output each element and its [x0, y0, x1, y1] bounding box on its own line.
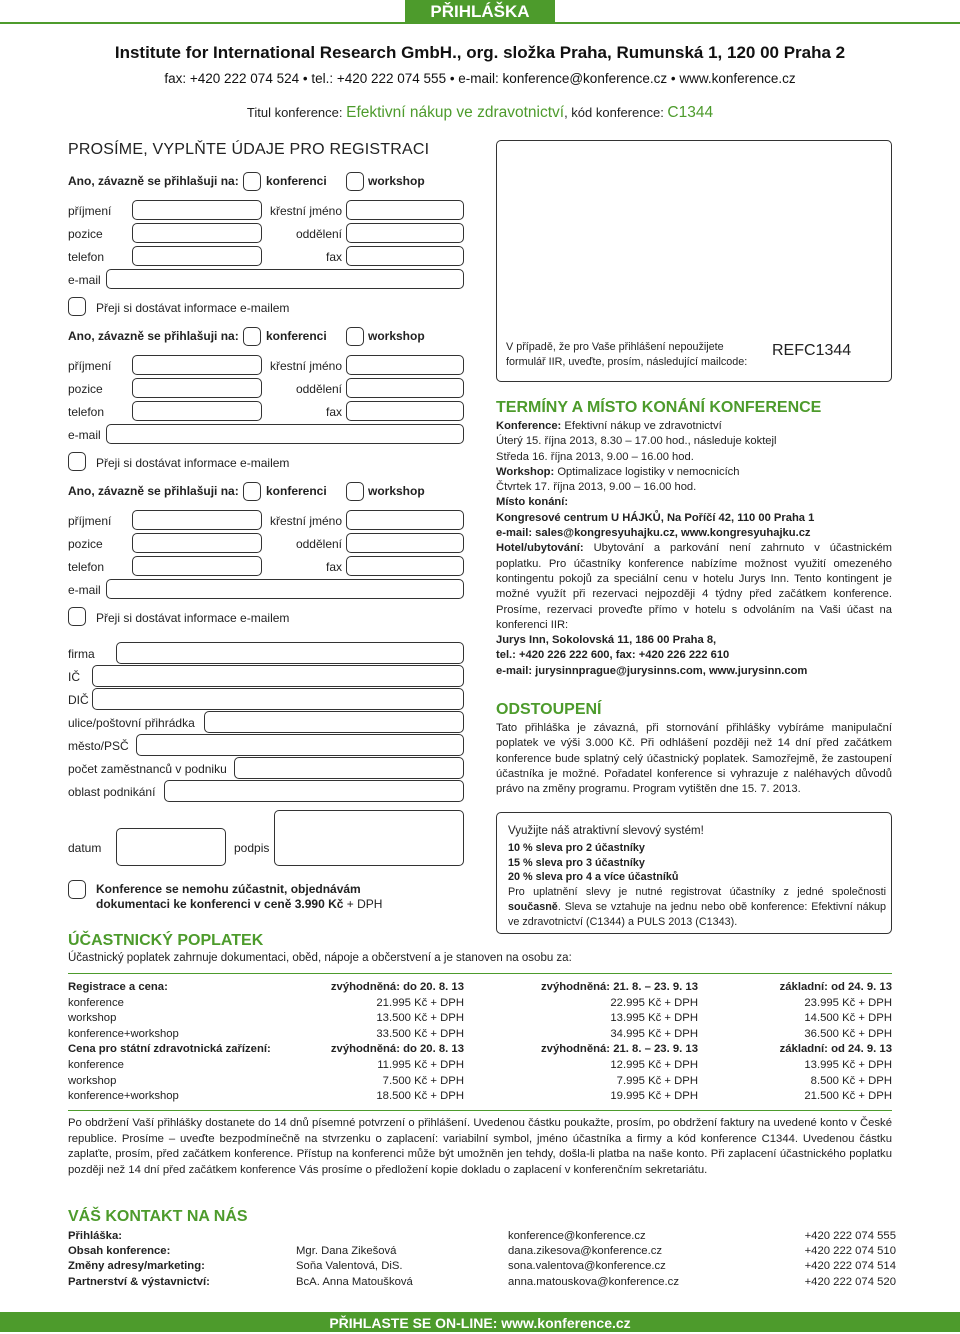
p1-position-label: pozice: [68, 227, 103, 241]
p2-email-input[interactable]: [106, 424, 464, 444]
discount-3: 20 % sleva pro 4 a více účastníků: [508, 871, 679, 884]
contact-line: fax: +420 222 074 524 • tel.: +420 222 074 555 • e-mail: konference@konference.cz • www.konference.cz: [164, 71, 796, 86]
p1-phone-input[interactable]: [132, 246, 262, 266]
terms-ws-label: Workshop:: [496, 465, 555, 478]
venue-line2: e-mail: sales@kongresyuhajku.cz, www.kongresyuhajku.cz: [496, 527, 811, 540]
fee-cell: 13.500 Kč + DPH: [376, 1012, 464, 1025]
mailcode-text-1: V případě, že pro Vaše přihlášení nepoužijete: [506, 341, 724, 353]
p1-email-label: e-mail: [68, 273, 101, 287]
p3-newsletter-label: Přeji si dostávat informace e-mailem: [96, 611, 290, 625]
p2-workshop-checkbox[interactable]: [346, 327, 364, 346]
fee-header-cell: zvýhodněná: 21. 8. – 23. 9. 13: [541, 981, 698, 993]
fee-cell: 34.995 Kč + DPH: [610, 1027, 698, 1040]
discount-text-c: . Sleva se vztahuje na jednu nebo obě konference: Efektivní nákup ve zdravotnictví (C1344) a PULS 2013 (C1343).: [508, 900, 886, 928]
p1-fax-input[interactable]: [346, 246, 464, 266]
cant-attend-line1: Konference se nemohu zúčastnit, objednávám: [96, 882, 361, 896]
p2-workshop-label: workshop: [368, 329, 425, 343]
fee-intro: Účastnický poplatek zahrnuje dokumentaci, oběd, nápoje a občerstvení a je stanoven na osobu za:: [68, 952, 572, 964]
fee-header-cell: Cena pro státní zdravotnická zařízení:: [68, 1043, 271, 1056]
hotel-line2: tel.: +420 226 222 600, fax: +420 226 222 610: [496, 649, 730, 662]
form-title-tab: PŘIHLÁŠKA: [405, 0, 555, 24]
p1-workshop-checkbox[interactable]: [346, 172, 364, 191]
fee-cell: konference+workshop: [68, 1090, 179, 1103]
fee-cell: 21.995 Kč + DPH: [376, 996, 464, 1009]
fee-cell: 33.500 Kč + DPH: [376, 1027, 464, 1040]
p1-phone-label: telefon: [68, 250, 105, 264]
p2-conference-label: konferenci: [266, 329, 327, 343]
terms-ws-value: Optimalizace logistiky v nemocnicích: [554, 465, 740, 478]
discount-text-a: Pro uplatnění slevy je nutné registrovat účastníky z jedné společnosti: [508, 886, 886, 899]
contact-person: BcA. Anna Matoušková: [296, 1275, 413, 1288]
city-label: město/PSČ: [68, 739, 129, 753]
fee-cell: 22.995 Kč + DPH: [610, 996, 698, 1009]
p1-email-input[interactable]: [106, 269, 464, 289]
hotel-line3: e-mail: jurysinnprague@jurysinns.com, www.jurysinn.com: [496, 664, 808, 677]
p2-newsletter-checkbox[interactable]: [68, 452, 86, 471]
contact-email[interactable]: dana.zikesova@konference.cz: [508, 1245, 663, 1258]
fee-cell: konference: [68, 1059, 124, 1071]
p3-newsletter-checkbox[interactable]: [68, 607, 86, 626]
registration-heading: PROSÍME, VYPLŇTE ÚDAJE PRO REGISTRACI: [68, 141, 430, 158]
p3-surname-label: příjmení: [68, 514, 112, 528]
employees-input[interactable]: [234, 757, 464, 779]
p1-department-label: oddělení: [295, 227, 342, 241]
contact-heading: VÁŠ KONTAKT NA NÁS: [68, 1208, 248, 1225]
p3-phone-input[interactable]: [132, 556, 262, 576]
cant-attend-vat: + DPH: [343, 897, 383, 911]
p3-conference-label: konferenci: [266, 484, 327, 498]
fee-cell: konference+workshop: [68, 1027, 179, 1040]
fee-rule-bottom: [68, 1110, 892, 1111]
contact-role: Partnerství & výstavnictví:: [68, 1275, 210, 1288]
conference-title-line: [0, 104, 960, 122]
fee-cell: 19.995 Kč + DPH: [610, 1090, 698, 1103]
street-input[interactable]: [204, 711, 464, 733]
p2-surname-label: příjmení: [68, 359, 112, 373]
p3-department-input[interactable]: [346, 533, 464, 553]
p2-surname-input[interactable]: [132, 355, 262, 375]
hotel-label: Hotel/ubytování:: [496, 542, 584, 555]
contact-phone: +420 222 074 514: [804, 1260, 896, 1273]
p3-fax-input[interactable]: [346, 556, 464, 576]
p2-newsletter-label: Přeji si dostávat informace e-mailem: [96, 456, 290, 470]
p1-firstname-label: křestní jméno: [269, 204, 342, 218]
contact-phone: +420 222 074 555: [804, 1230, 896, 1242]
fee-cell: 7.995 Kč + DPH: [616, 1074, 698, 1087]
dic-label: DIČ: [68, 693, 89, 707]
contact-person: Soňa Valentová, DiS.: [296, 1260, 403, 1273]
p1-workshop-label: workshop: [368, 174, 425, 188]
p1-newsletter-label: Přeji si dostávat informace e-mailem: [96, 301, 290, 315]
employees-label: počet zaměstnanců v podniku: [68, 762, 227, 776]
hotel-line1: Jurys Inn, Sokolovská 11, 186 00 Praha 8,: [496, 634, 717, 647]
fee-cell: 14.500 Kč + DPH: [804, 1012, 892, 1025]
hotel-text: [496, 541, 892, 633]
venue-label: Místo konání:: [496, 496, 569, 509]
title-mid: , kód konference:: [564, 105, 668, 120]
p2-phone-input[interactable]: [132, 401, 262, 421]
p2-firstname-input[interactable]: [346, 355, 464, 375]
terms-conf-value: Efektivní nákup ve zdravotnictví: [561, 420, 722, 432]
p2-firstname-label: křestní jméno: [269, 359, 342, 373]
p1-surname-label: příjmení: [68, 204, 112, 218]
p2-email-label: e-mail: [68, 428, 101, 442]
title-prefix: Titul konference:: [246, 105, 347, 120]
discount-body: [508, 824, 886, 930]
p3-surname-input[interactable]: [132, 510, 262, 530]
p3-workshop-label: workshop: [368, 484, 425, 498]
firm-label: firma: [68, 647, 95, 661]
top-bar: [0, 0, 960, 24]
p1-firstname-input[interactable]: [346, 200, 464, 220]
organizer-line: Institute for International Research GmbH., org. složka Praha, Rumunská 1, 120 00 Praha 2: [114, 43, 846, 62]
contact-role: Obsah konference:: [68, 1245, 171, 1258]
fee-rule-top: [68, 973, 892, 974]
contact-email[interactable]: konference@konference.cz: [508, 1230, 646, 1242]
discount-text-b: současně: [508, 900, 558, 913]
fee-header-cell: zvýhodněná: do 20. 8. 13: [330, 1043, 464, 1056]
p3-conference-checkbox[interactable]: [243, 482, 261, 501]
p2-position-input[interactable]: [132, 378, 262, 398]
mailcode-text: [506, 340, 747, 369]
fee-cell: 21.500 Kč + DPH: [804, 1090, 892, 1103]
firm-input[interactable]: [116, 642, 464, 664]
p3-department-label: oddělení: [295, 537, 342, 551]
conference-code: C1344: [667, 104, 714, 121]
street-label: ulice/poštovní přihrádka: [68, 716, 195, 730]
p2-department-label: oddělení: [295, 382, 342, 396]
fee-heading: ÚČASTNICKÝ POPLATEK: [68, 932, 264, 949]
fee-cell: 13.995 Kč + DPH: [610, 1012, 698, 1025]
p3-fax-label: fax: [325, 560, 342, 574]
cancel-heading: ODSTOUPENÍ: [496, 701, 602, 718]
terms-heading: TERMÍNY A MÍSTO KONÁNÍ KONFERENCE: [496, 399, 822, 416]
terms-conf: [496, 419, 892, 434]
mailcode-text-2: formulář IIR, uveďte, prosím, následující mailcode:: [506, 355, 748, 368]
p1-conference-checkbox[interactable]: [243, 172, 261, 191]
p2-phone-label: telefon: [68, 405, 105, 419]
p3-firstname-input[interactable]: [346, 510, 464, 530]
fee-cell: 7.500 Kč + DPH: [382, 1074, 464, 1087]
city-input[interactable]: [136, 734, 464, 756]
contact-email[interactable]: anna.matouskova@konference.cz: [508, 1275, 679, 1288]
terms-body: [496, 419, 892, 679]
discount-intro: Využijte náš atraktivní slevový systém!: [508, 825, 704, 837]
p2-position-label: pozice: [68, 382, 103, 396]
fee-header-cell: základní: od 24. 9. 13: [779, 1043, 892, 1056]
terms-day1: Úterý 15. října 2013, 8.30 – 17.00 hod., následuje koktejl: [496, 435, 777, 448]
contact-role: Změny adresy/marketing:: [68, 1260, 205, 1273]
dic-input[interactable]: [92, 688, 464, 710]
fee-header-cell: zvýhodněná: do 20. 8. 13: [330, 981, 464, 993]
venue-line1: Kongresové centrum U HÁJKŮ, Na Poříčí 42, 110 00 Praha 1: [496, 511, 815, 524]
contact-phone: +420 222 074 510: [804, 1245, 896, 1258]
fee-cell: 36.500 Kč + DPH: [804, 1027, 892, 1040]
discount-2: 15 % sleva pro 3 účastníky: [508, 856, 645, 869]
p3-workshop-checkbox[interactable]: [346, 482, 364, 501]
field-input[interactable]: [164, 780, 464, 802]
fee-header-cell: zvýhodněná: 21. 8. – 23. 9. 13: [541, 1043, 698, 1056]
terms-day2: Středa 16. října 2013, 9.00 – 16.00 hod.: [496, 450, 694, 463]
cancel-text: Tato přihláška je závazná, při stornování přihlášky vybíráme manipulační poplatek ve výši 3.000 Kč. Při odhlášení později než 14 dní před začátkem konference bude splatný celý účastnický poplatek. Samozřejmě, že zastoupení účastníka je možné. Pořadatel konference si vyhrazuje z naléhavých důvodů právo na změny programu. Program vytištěn dne 15. 7. 2013.: [496, 722, 892, 796]
conference-name: Efektivní nákup ve zdravotnictví: [346, 104, 565, 121]
p1-department-input[interactable]: [346, 223, 464, 243]
fee-cell: 12.995 Kč + DPH: [610, 1059, 698, 1071]
discount-1: 10 % sleva pro 2 účastníky: [508, 841, 645, 854]
ic-input[interactable]: [92, 665, 464, 687]
p1-signup-label: Ano, závazně se přihlašuji na:: [68, 174, 239, 188]
signature-label: podpis: [234, 841, 270, 855]
p3-email-label: e-mail: [68, 583, 101, 597]
contact-person: Mgr. Dana Zikešová: [296, 1245, 397, 1258]
p3-position-label: pozice: [68, 537, 103, 551]
hotel-description: Ubytování a parkování není zahrnuto v účastnickém poplatku. Pro účastníky konference nabízíme možnost využití omezeného kontingentu pokojů za speciální cenu v hotelu Jurys Inn. Tento kontingent je možné využít při rezervaci nejpozději 4 týdny před začátkem konference. Prosíme, rezervaci proveďte přímo v hotelu s odvoláním na Vaši účast na konferenci IIR:: [496, 542, 892, 631]
mailcode-value: REFC1344: [772, 342, 852, 359]
discount-text: [508, 885, 886, 929]
payment-text: Po obdržení Vaší přihlášky dostanete do 14 dnů písemné potvrzení o přihlášení. Uvedenou částku poukažte, prosím, po obdržení faktury na uvedené konto v České republice. Prosíme – uveďte bezpodmínečně na stvrzenku o zaplacení: variabilní symbol, jméno účastníka a firmy a kód konference C1344. Uvedenou částku zaplaťte, prosím, před začátkem konference. Přístup na konferenci může být umožněn jen tehdy, došla-li platba na naše konto. Při zaplacení účastnického poplatku později než 14 dní před začátkem konference Vás prosíme o předložení kopie dokladu o zaplacení v konferenčním sekretariátu.: [68, 1117, 892, 1176]
contact-role: Přihláška:: [68, 1230, 123, 1242]
p1-surname-input[interactable]: [132, 200, 262, 220]
p3-signup-label: Ano, závazně se přihlašuji na:: [68, 484, 239, 498]
p2-conference-checkbox[interactable]: [243, 327, 261, 346]
p3-position-input[interactable]: [132, 533, 262, 553]
p1-conference-label: konferenci: [266, 174, 327, 188]
contact-email[interactable]: sona.valentova@konference.cz: [508, 1260, 666, 1273]
fee-cell: 23.995 Kč + DPH: [804, 996, 892, 1009]
terms-conf-label: Konference:: [496, 420, 562, 432]
p2-department-input[interactable]: [346, 378, 464, 398]
fee-cell: workshop: [68, 1012, 117, 1025]
contact-phone: +420 222 074 520: [804, 1275, 896, 1288]
online-signup-footer[interactable]: PŘIHLASTE SE ON-LINE: www.konference.cz: [0, 1312, 960, 1332]
fee-cell: 11.995 Kč + DPH: [377, 1059, 464, 1071]
p1-position-input[interactable]: [132, 223, 262, 243]
terms-ws: [496, 465, 892, 480]
fee-cell: 13.995 Kč + DPH: [804, 1059, 892, 1071]
ic-label: IČ: [68, 670, 80, 684]
fee-cell: 8.500 Kč + DPH: [810, 1074, 892, 1087]
p3-firstname-label: křestní jméno: [269, 514, 342, 528]
date-input[interactable]: [116, 828, 226, 866]
terms-day3: Čtvrtek 17. října 2013, 9.00 – 16.00 hod.: [496, 481, 697, 494]
p3-phone-label: telefon: [68, 560, 105, 574]
p3-email-input[interactable]: [106, 579, 464, 599]
documentation-only-checkbox[interactable]: [68, 880, 86, 899]
cant-attend-price: dokumentaci ke konferenci v ceně 3.990 Kč: [96, 897, 344, 911]
fee-cell: konference: [68, 996, 124, 1009]
p2-fax-input[interactable]: [346, 401, 464, 421]
p2-fax-label: fax: [325, 405, 342, 419]
fee-header-cell: Registrace a cena:: [68, 981, 168, 993]
date-label: datum: [68, 841, 102, 855]
fee-header-cell: základní: od 24. 9. 13: [779, 981, 892, 993]
signature-input[interactable]: [274, 810, 464, 866]
field-label: oblast podnikání: [68, 785, 156, 799]
fee-cell: 18.500 Kč + DPH: [376, 1090, 464, 1103]
p1-fax-label: fax: [325, 250, 342, 264]
cant-attend-line2: [96, 897, 382, 911]
p1-newsletter-checkbox[interactable]: [68, 297, 86, 316]
fee-cell: workshop: [68, 1074, 117, 1087]
p2-signup-label: Ano, závazně se přihlašuji na:: [68, 329, 239, 343]
